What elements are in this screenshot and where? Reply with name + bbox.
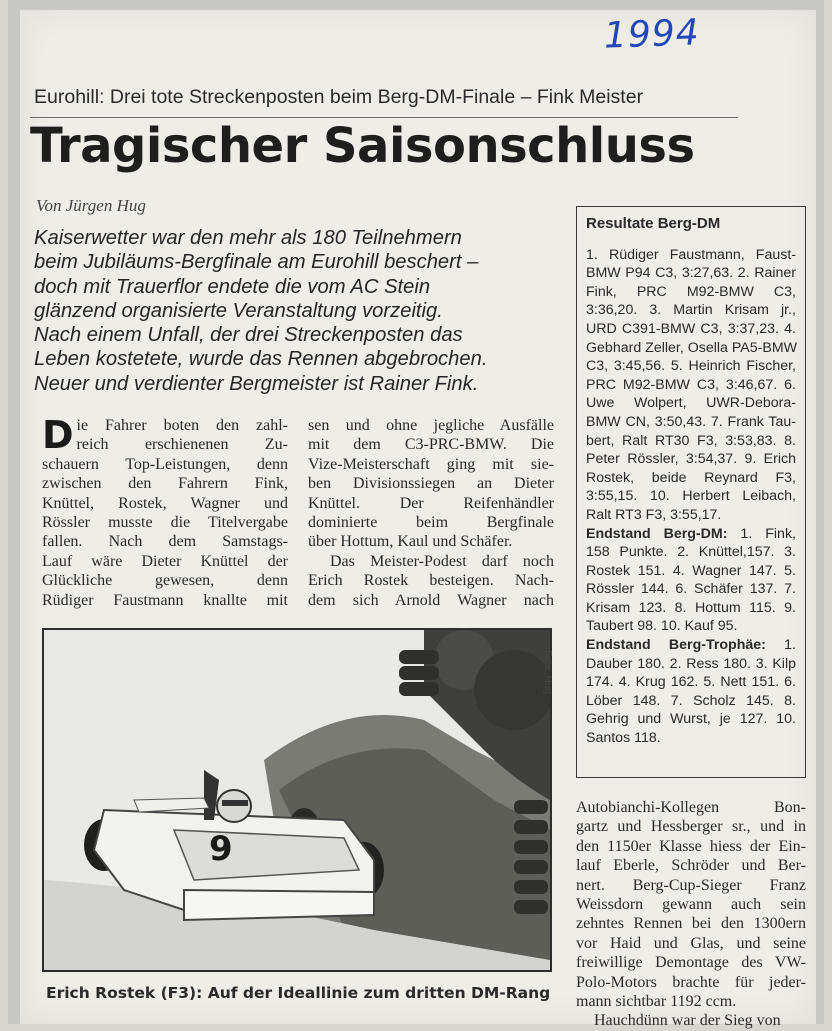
body-line: mann sichtbar 1192 ccm. bbox=[576, 993, 737, 1011]
body-line: zehntes Rennen bei den 1300ern bbox=[576, 915, 806, 933]
body-column-1 bbox=[42, 413, 288, 610]
body-column-3 bbox=[576, 798, 806, 1031]
standings-trophy-text: 1. bbox=[765, 637, 796, 654]
body-line: vor Haid und Glas, und seine bbox=[576, 934, 806, 952]
lead-line: glänzend organisierte Veranstaltung vorzeitig. bbox=[34, 299, 443, 322]
results-box bbox=[576, 206, 806, 778]
standings-dm-label: Endstand Berg-DM: bbox=[586, 525, 728, 542]
body-line: Polo-Motors brachte für jeder- bbox=[576, 973, 806, 991]
body-line: Erich Rostek besteigen. Nach- bbox=[308, 572, 554, 590]
body-line: ben Divisionssiegen an Dieter bbox=[308, 475, 554, 493]
results-line: Gehrig und Wurst, je 127. 10. bbox=[586, 711, 796, 728]
results-line: BMW P94 C3, 3:27,63. 2. Rainer bbox=[586, 265, 796, 282]
body-line: nert. Berg-Cup-Sieger Franz bbox=[576, 876, 806, 894]
results-line: 1. Rüdiger Faustmann, Faust- bbox=[586, 246, 796, 263]
body-line: Knüttel, Rostek, Wagner und bbox=[42, 494, 288, 512]
results-line: 3:36,20. 3. Martin Krisam jr., bbox=[586, 302, 796, 319]
results-line: URD C391-BMW C3, 3:37,23. 4. bbox=[586, 320, 796, 337]
results-line: 174. 4. Krug 162. 5. Nett 151. 6. bbox=[586, 674, 796, 691]
body-line: Lauf wäre Dieter Knüttel der bbox=[42, 552, 288, 570]
results-line: Peter Rössler, 3:54,37. 9. Erich bbox=[586, 451, 796, 468]
results-line: Löber 148. 7. Scholz 145. 8. bbox=[586, 692, 796, 709]
photo-caption: Erich Rostek (F3): Auf der Ideallinie zum dritten DM-Rang bbox=[46, 984, 551, 1002]
handwritten-year: 1994 bbox=[603, 12, 701, 57]
body-line: Rössler musste die Titelvergabe bbox=[42, 514, 288, 532]
body-line: Weissdorn gewann auch sein bbox=[576, 896, 806, 914]
body-line: ie Fahrer boten den zahl- bbox=[76, 417, 288, 434]
race-car-illustration bbox=[44, 630, 550, 970]
body-line: den 1150er Klasse hiess der Ein- bbox=[576, 837, 806, 855]
drop-cap: D bbox=[42, 413, 74, 457]
lead-line: doch mit Trauerflor endete die vom AC Stein bbox=[34, 275, 431, 298]
standings-dm-line bbox=[586, 525, 796, 544]
results-line: Dauber 180. 2. Ress 180. 3. Kilp bbox=[586, 655, 796, 672]
body-line: Rüdiger Faustmann knallte mit bbox=[42, 591, 288, 609]
body-column-2 bbox=[308, 416, 554, 610]
results-line: Santos 118. bbox=[586, 730, 661, 747]
standings-dm-text: 1. Fink, bbox=[727, 525, 796, 542]
car-number: 9 bbox=[209, 829, 233, 869]
results-line: 158 Punkte. 2. Knüttel,157. 3. bbox=[586, 544, 796, 561]
lead-line: beim Jubiläums-Bergfinale am Eurohill beschert – bbox=[34, 251, 479, 274]
results-line: Uwe Wolpert, UWR-Debora- bbox=[586, 395, 796, 412]
results-title: Resultate Berg-DM bbox=[586, 215, 721, 232]
body-line: Das Meister-Podest darf noch bbox=[330, 552, 554, 570]
race-photo bbox=[42, 628, 552, 972]
results-line: BMW CN, 3:50,43. 7. Frank Tau- bbox=[586, 413, 796, 430]
headline: Tragischer Saisonschluss bbox=[30, 118, 695, 174]
results-line: Fink, PRC M92-BMW C3, bbox=[586, 283, 796, 300]
body-line: freiwillige Demontage des VW- bbox=[576, 954, 806, 972]
body-line: Vize-Meisterschaft ging mit sie- bbox=[308, 455, 554, 473]
results-line: Ralt RT3 F3, 3:55,17. bbox=[586, 506, 722, 523]
lead-line: Neuer und verdienter Bergmeister ist Rainer Fink. bbox=[34, 372, 479, 395]
byline: Von Jürgen Hug bbox=[36, 196, 146, 215]
standings-trophy-line bbox=[586, 636, 796, 655]
body-line: zwischen den Fahrern Fink, bbox=[42, 475, 288, 493]
body-line: mit dem C3-PRC-BMW. Die bbox=[308, 436, 554, 454]
photo-credit: Foto: Hug bbox=[542, 650, 553, 694]
results-line: Krisam 123. 8. Hottum 115. 9. bbox=[586, 599, 796, 616]
results-line: Taubert 98. 10. Kauf 95. bbox=[586, 618, 738, 635]
body-line: gartz und Hessberger sr., und in bbox=[576, 818, 806, 836]
kicker-line: Eurohill: Drei tote Streckenposten beim Berg-DM-Finale – Fink Meister bbox=[34, 86, 644, 108]
results-line: Gebhard Zeller, Osella PA5-BMW bbox=[586, 339, 798, 356]
body-line: fallen. Nach dem Samstags- bbox=[42, 533, 288, 551]
lead-paragraph bbox=[34, 226, 554, 396]
lead-line: Nach einem Unfall, der drei Streckenposten das bbox=[34, 324, 463, 347]
results-line: Rössler 144. 6. Schäfer 137. 7. bbox=[586, 581, 796, 598]
body-line: reich erschienenen Zu- bbox=[76, 436, 288, 454]
body-line: Glückliche gewesen, denn bbox=[42, 572, 288, 590]
body-line: dominierte beim Bergfinale bbox=[308, 514, 554, 532]
results-line: bert, Ralt RT30 F3, 3:53,83. 8. bbox=[586, 432, 796, 449]
lead-line: Leben kostetete, wurde das Rennen abgebrochen. bbox=[34, 348, 488, 371]
results-line: PRC M92-BMW C3, 3:46,67. 6. bbox=[586, 376, 796, 393]
body-line: Hauchdünn war der Sieg von bbox=[594, 1012, 781, 1030]
body-line: Autobianchi-Kollegen Bon- bbox=[576, 799, 806, 816]
body-line: sen und ohne jegliche Ausfälle bbox=[308, 417, 554, 434]
results-line: C3, 3:45,56. 5. Heinrich Fischer, bbox=[586, 358, 796, 375]
body-line: Knüttel. Der Reifenhändler bbox=[308, 494, 554, 512]
lead-line: Kaiserwetter war den mehr als 180 Teilnehmern bbox=[34, 227, 462, 249]
results-line: 3:55,15. 10. Herbert Leibach, bbox=[586, 488, 796, 505]
body-line: schauern Top-Leistungen, denn bbox=[42, 455, 288, 473]
results-line: Rostek 151. 4. Wagner 147. 5. bbox=[586, 562, 796, 579]
results-line: Rostek, beide Reynard F3, bbox=[586, 469, 796, 486]
standings-trophy-label: Endstand Berg-Trophäe: bbox=[586, 637, 766, 654]
body-line: über Hottum, Kaul und Schäfer. bbox=[308, 533, 513, 551]
body-line: lauf Eberle, Schröder und Ber- bbox=[576, 857, 806, 875]
body-line: dem sich Arnold Wagner nach bbox=[308, 591, 554, 609]
